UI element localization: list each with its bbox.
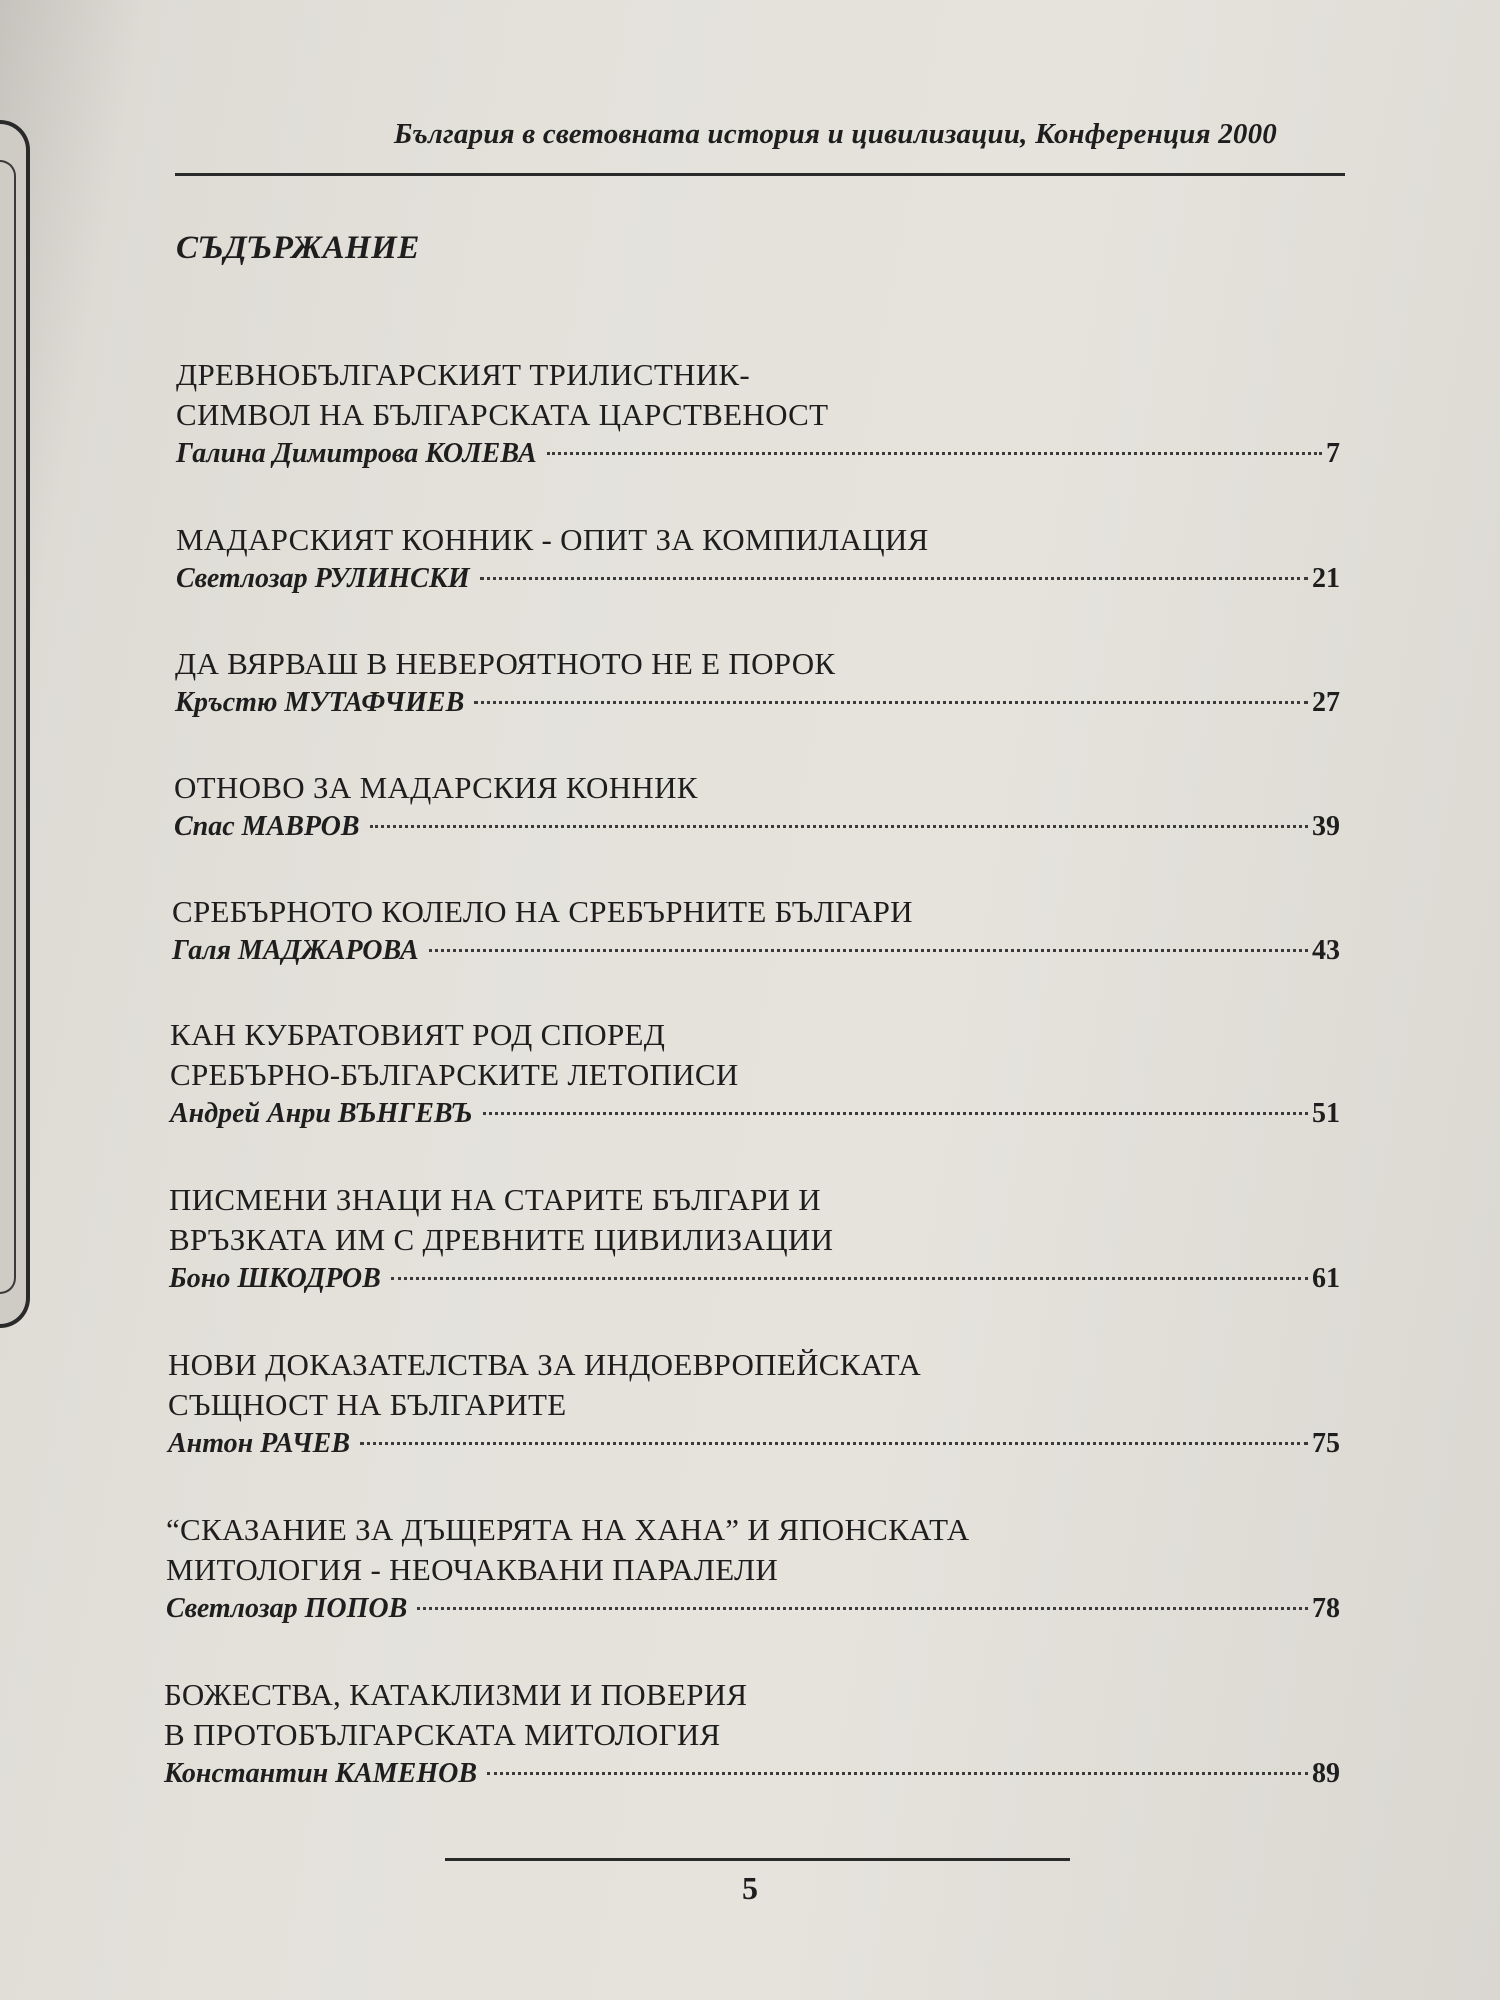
toc-entry xyxy=(166,1510,1340,1628)
entry-author-row xyxy=(174,808,1340,846)
entry-author-row xyxy=(176,560,1340,598)
entry-title-line: НОВИ ДОКАЗАТЕЛСТВА ЗА ИНДОЕВРОПЕЙСКАТА xyxy=(168,1347,922,1382)
dot-leader xyxy=(391,1277,1308,1280)
entry-author: Боно ШКОДРОВ xyxy=(169,1263,381,1294)
footer-rule xyxy=(445,1858,1070,1861)
entry-page-number: 39 xyxy=(1312,811,1340,842)
entry-author-row xyxy=(168,1425,1340,1463)
entry-page-number: 75 xyxy=(1312,1428,1340,1459)
entry-author-row xyxy=(170,1095,1340,1133)
dot-leader xyxy=(547,452,1322,455)
toc-entry xyxy=(170,1015,1340,1133)
entry-author: Антон РАЧЕВ xyxy=(168,1428,351,1459)
entry-title-line: ПИСМЕНИ ЗНАЦИ НА СТАРИТЕ БЪЛГАРИ И xyxy=(169,1182,821,1217)
entry-page-number: 51 xyxy=(1312,1098,1340,1129)
entry-author-row xyxy=(175,684,1340,722)
toc-entry xyxy=(174,768,1340,846)
toc-entry xyxy=(164,1675,1340,1793)
entry-page-number: 21 xyxy=(1312,563,1340,594)
toc-entry xyxy=(172,892,1340,970)
dot-leader xyxy=(370,825,1308,828)
entry-page-number: 61 xyxy=(1312,1263,1340,1294)
dot-leader xyxy=(474,701,1308,704)
toc-entry xyxy=(176,355,1340,473)
entry-page-number: 78 xyxy=(1312,1593,1340,1624)
dot-leader xyxy=(429,949,1308,952)
entry-author-row xyxy=(169,1260,1340,1298)
entry-author: Галина Димитрова КОЛЕВА xyxy=(176,438,537,469)
entry-page-number: 43 xyxy=(1312,935,1340,966)
entry-author: Андрей Анри ВЪНГЕВЪ xyxy=(170,1098,473,1129)
toc-title: СЪДЪРЖАНИЕ xyxy=(176,230,420,266)
entry-page-number: 89 xyxy=(1312,1758,1340,1789)
entry-page-number: 27 xyxy=(1312,687,1340,718)
page-number: 5 xyxy=(742,1870,758,1906)
dot-leader xyxy=(360,1442,1308,1445)
dot-leader xyxy=(480,577,1308,580)
dot-leader xyxy=(417,1607,1308,1610)
running-header: България в световната история и цивилизации, Конференция 2000 xyxy=(393,118,1277,150)
entry-title-line: ДА ВЯРВАШ В НЕВЕРОЯТНОТО НЕ Е ПОРОК xyxy=(175,646,836,681)
toc-entry xyxy=(169,1180,1340,1298)
entry-author-row xyxy=(176,435,1340,473)
entry-title-line: В ПРОТОБЪЛГАРСКАТА МИТОЛОГИЯ xyxy=(164,1717,721,1752)
toc-entry xyxy=(175,644,1340,722)
entry-title-line: ВРЪЗКАТА ИМ С ДРЕВНИТЕ ЦИВИЛИЗАЦИИ xyxy=(169,1222,834,1257)
entry-page-number: 7 xyxy=(1326,438,1340,469)
entry-title-line: ДРЕВНОБЪЛГАРСКИЯТ ТРИЛИСТНИК- xyxy=(176,357,751,392)
entry-author: Спас МАВРОВ xyxy=(174,811,360,842)
dot-leader xyxy=(487,1772,1308,1775)
entry-title-line: БОЖЕСТВА, КАТАКЛИЗМИ И ПОВЕРИЯ xyxy=(164,1677,748,1712)
entry-title-line: СИМВОЛ НА БЪЛГАРСКАТА ЦАРСТВЕНОСТ xyxy=(176,397,829,432)
entry-title-line: ОТНОВО ЗА МАДАРСКИЯ КОННИК xyxy=(174,770,698,805)
dot-leader xyxy=(483,1112,1308,1115)
entry-author: Кръстю МУТАФЧИЕВ xyxy=(175,687,465,718)
entry-author: Галя МАДЖАРОВА xyxy=(172,935,419,966)
entry-title-line: КАН КУБРАТОВИЯТ РОД СПОРЕД xyxy=(170,1017,666,1052)
entry-title-line: МИТОЛОГИЯ - НЕОЧАКВАНИ ПАРАЛЕЛИ xyxy=(166,1552,779,1587)
entry-author-row xyxy=(164,1755,1340,1793)
entry-title-line: “СКАЗАНИЕ ЗА ДЪЩЕРЯТА НА ХАНА” И ЯПОНСКАТА xyxy=(166,1512,970,1547)
entry-author: Константин КАМЕНОВ xyxy=(164,1758,478,1789)
entry-title-line: СРЕБЪРНО-БЪЛГАРСКИТЕ ЛЕТОПИСИ xyxy=(170,1057,739,1092)
entry-author-row xyxy=(166,1590,1340,1628)
entry-title-line: СЪЩНОСТ НА БЪЛГАРИТЕ xyxy=(168,1387,567,1422)
entry-author: Светлозар ПОПОВ xyxy=(166,1593,408,1624)
entry-author-row xyxy=(172,932,1340,970)
entry-title-line: МАДАРСКИЯТ КОННИК - ОПИТ ЗА КОМПИЛАЦИЯ xyxy=(176,522,929,557)
entry-title-line: СРЕБЪРНОТО КОЛЕЛО НА СРЕБЪРНИТЕ БЪЛГАРИ xyxy=(172,894,913,929)
toc-entry xyxy=(168,1345,1340,1463)
toc-entry xyxy=(176,520,1340,598)
entry-author: Светлозар РУЛИНСКИ xyxy=(176,563,470,594)
